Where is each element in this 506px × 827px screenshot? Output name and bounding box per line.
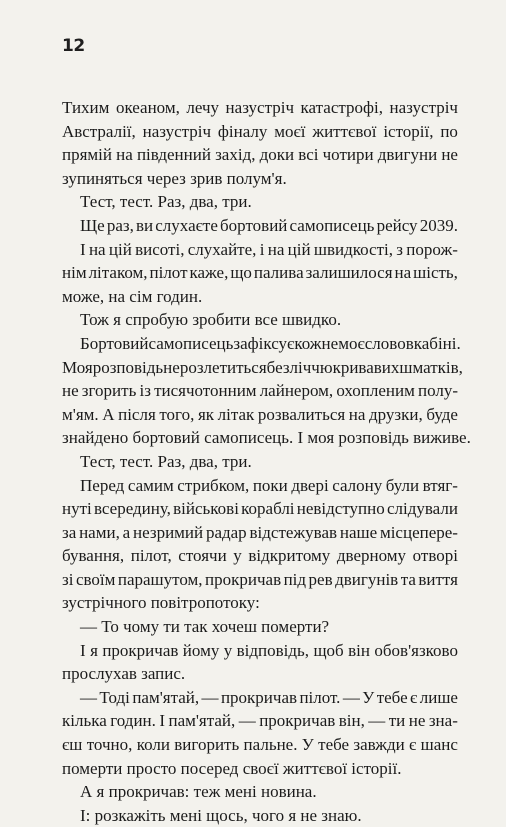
text-line: Бортовий самописець зафіксує кожне моє слово в кабіні. <box>80 333 461 353</box>
text-line: не згорить із тисячотонним лайнером, охопленим полу- <box>62 381 458 401</box>
text-line: Тож я спробую зробити все швидко. <box>80 310 342 330</box>
text-line: може, на сім годин. <box>62 286 203 306</box>
text-line: прослухав запис. <box>62 664 186 684</box>
text-line: І: розкажіть мені щось, чого я не знаю. <box>80 805 362 825</box>
text-line: нуті всередину, військові кораблі невідступно слідували <box>62 499 458 519</box>
text-line: зупиняться через зрив полум'я. <box>62 168 287 188</box>
text-line: Перед самим стрибком, поки двері салону були втяг- <box>80 475 458 495</box>
page-number: 12 <box>62 36 85 56</box>
text-line: Моя розповідь не розлетиться безліччю кривавих шматків, <box>62 357 463 377</box>
text-line: зустрічного повітропотоку: <box>62 593 260 613</box>
text-line: Тест, тест. Раз, два, три. <box>80 192 252 212</box>
text-line: зі своїм парашутом, прокричав під рев двигунів та виття <box>62 569 458 589</box>
text-line: нім літаком, пілот каже, що палива залишилося на шість, <box>62 263 458 283</box>
text-line: І я прокричав йому у відповідь, щоб він обов'язково <box>80 640 458 660</box>
text-line: бування, пілот, стоячи у відкритому дверному отворі <box>62 546 458 566</box>
text-line: прямій на південний захід, доки всі чотири двигуни не <box>62 145 458 165</box>
body-text <box>62 96 471 827</box>
text-line: — Тоді пам'ятай, — прокричав пілот. — У тебе є лише <box>80 687 458 707</box>
text-line: померти просто посеред своєї життєвої історії. <box>62 758 402 778</box>
text-line: І на цій висоті, слухайте, і на цій швидкості, з порож- <box>80 239 458 259</box>
text-line: — То чому ти так хочеш померти? <box>80 617 330 637</box>
text-line: А я прокричав: теж мені новина. <box>80 782 317 802</box>
text-line: Австралії, назустріч фіналу моєї життєвої історії, по <box>62 121 458 141</box>
text-line: Тихим океаном, лечу назустріч катастрофі, назустріч <box>62 98 458 117</box>
text-line: Ще раз, ви слухаєте бортовий самописець рейсу 2039. <box>80 215 458 235</box>
text-line: Тест, тест. Раз, два, три. <box>80 451 252 471</box>
text-line: за нами, а незримий радар відстежував наше місцепере- <box>62 522 458 542</box>
text-line: м'ям. А після того, як літак розвалиться на друзки, буде <box>62 404 458 424</box>
text-line: кілька годин. І пам'ятай, — прокричав він, — ти не зна- <box>62 711 458 731</box>
text-line: знайдено бортовий самописець. І моя розповідь виживе. <box>62 428 471 448</box>
text-line: єш точно, коли вигорить пальне. У тебе завжди є шанс <box>62 735 458 755</box>
